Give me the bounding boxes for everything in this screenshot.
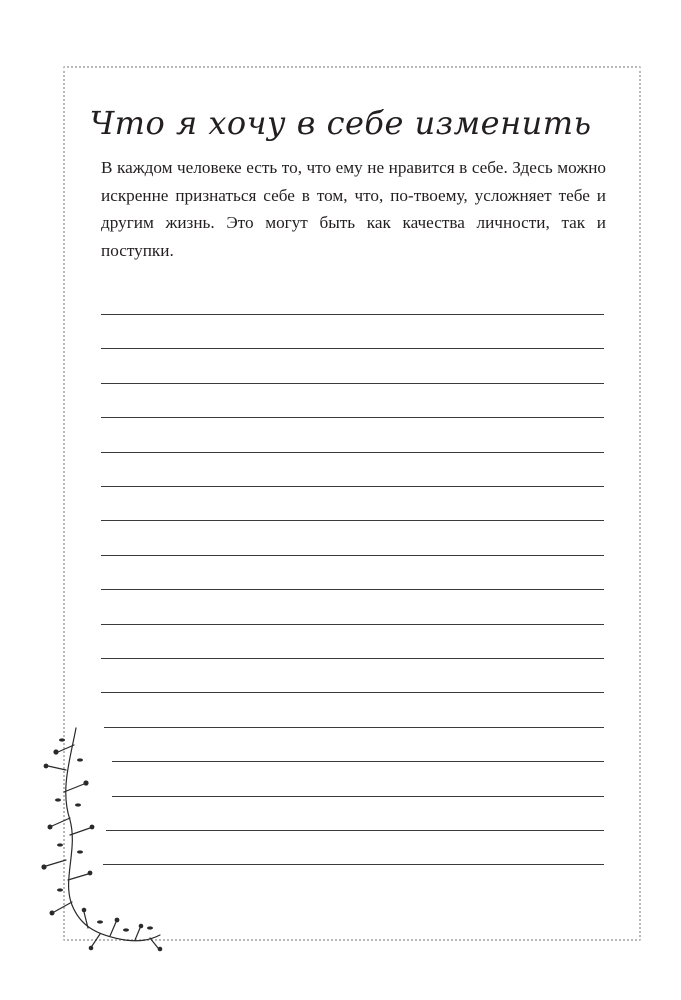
- page-title: Что я хочу в себе изменить: [89, 104, 592, 142]
- intro-paragraph: В каждом человеке есть то, что ему не нравится в себе. Здесь можно искренне признаться себе в том, что, по-твоему, усложняет тебе и другим жизнь. Это могут быть как качества личности, так и поступки.: [101, 158, 606, 260]
